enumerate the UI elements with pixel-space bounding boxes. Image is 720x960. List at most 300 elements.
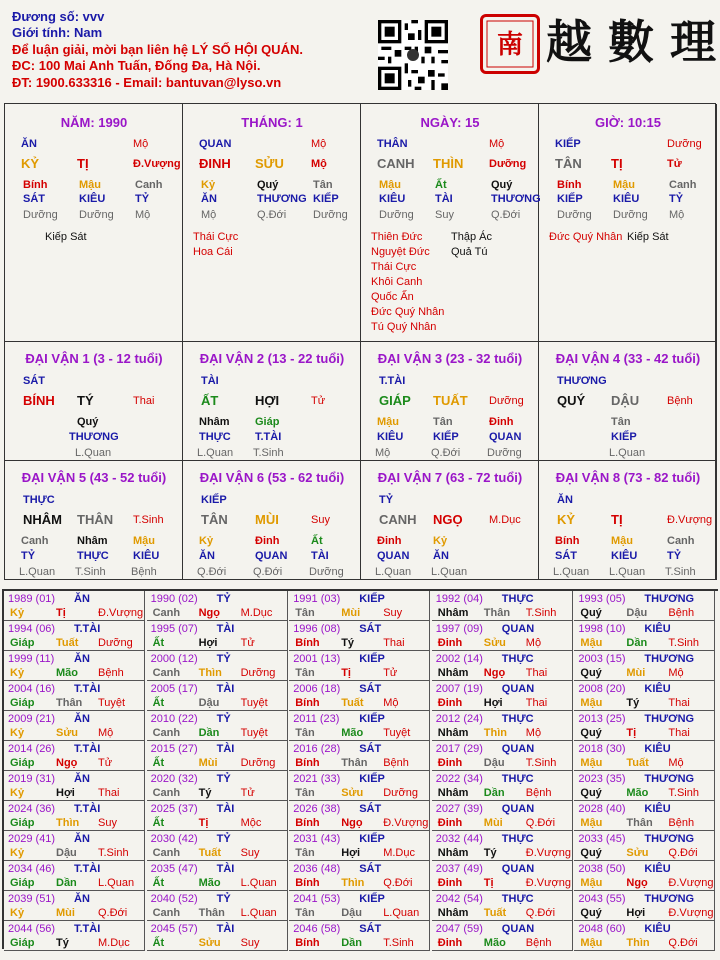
- spirit-star: Hoa Cái: [193, 246, 233, 258]
- pillar-star-phase: Mộ: [489, 138, 505, 150]
- annual-luck-cell[interactable]: [4, 921, 145, 951]
- year-god: TÀI: [216, 923, 235, 935]
- major-luck-title: ĐẠI VẬN 2 (13 - 22 tuổi): [199, 351, 345, 366]
- year-branch: Tý: [198, 787, 212, 799]
- life-stage: Dưỡng: [379, 209, 414, 221]
- annual-luck-cell[interactable]: [4, 591, 145, 621]
- annual-luck-cell[interactable]: [574, 651, 715, 681]
- year-god: THƯƠNG: [644, 653, 695, 665]
- year-stem: Giáp: [10, 817, 35, 829]
- year-stem: Quý: [580, 907, 602, 919]
- pillar-stem-branch: Tử: [667, 158, 682, 170]
- hidden-stem: Nhâm: [77, 535, 108, 547]
- hidden-stem: Ất: [435, 179, 447, 191]
- annual-luck-cell[interactable]: [147, 861, 288, 891]
- header: [12, 9, 303, 91]
- annual-luck-cell[interactable]: [432, 861, 573, 891]
- year-label: 2037 (49): [435, 863, 483, 875]
- life-stage: Suy: [435, 209, 454, 221]
- year-label: 2019 (31): [8, 773, 56, 785]
- year-phase: Tuyệt: [240, 727, 268, 739]
- ten-god: TỶ: [667, 550, 682, 562]
- year-label: 1997 (09): [435, 623, 483, 635]
- year-phase: Đ.Vượng: [525, 847, 571, 859]
- major-luck-phase: Thai: [133, 395, 155, 407]
- ten-god: THƯƠNG: [69, 431, 119, 443]
- year-branch: Mùi: [198, 757, 218, 769]
- annual-luck-cell[interactable]: [147, 771, 288, 801]
- life-stage: Dưỡng: [313, 209, 348, 221]
- annual-luck-cell[interactable]: [289, 651, 430, 681]
- major-luck-stem: BÍNH: [23, 393, 55, 408]
- annual-luck-cell[interactable]: [289, 591, 430, 621]
- pillar-stem-branch: Đ.Vượng: [133, 158, 181, 170]
- year-label: 1992 (04): [435, 593, 483, 605]
- year-god: KIẾP: [359, 653, 385, 665]
- life-stage: L.Quan: [19, 566, 56, 578]
- year-god: THỰC: [501, 653, 534, 665]
- pillar-star: THÂN: [377, 138, 408, 150]
- pillar-star-phase: Dưỡng: [667, 138, 702, 150]
- year-branch: Tị: [626, 727, 637, 739]
- spirit-star: Kiếp Sát: [45, 231, 87, 243]
- year-god: THƯƠNG: [644, 833, 695, 845]
- major-luck-stem: NHÂM: [23, 512, 62, 527]
- hidden-stem: Đinh: [377, 535, 402, 547]
- year-god: THỰC: [501, 893, 534, 905]
- annual-luck-cell[interactable]: [289, 801, 430, 831]
- hidden-stem: Mậu: [377, 416, 399, 428]
- year-stem: Đinh: [437, 937, 463, 949]
- year-branch: Tý: [483, 847, 497, 859]
- year-god: TÀI: [216, 803, 235, 815]
- annual-luck-cell[interactable]: [432, 921, 573, 951]
- major-luck-branch: TÝ: [77, 393, 94, 408]
- year-phase: Q.Đới: [668, 937, 698, 949]
- ten-god: ĂN: [201, 193, 217, 205]
- year-god: THỰC: [501, 833, 534, 845]
- annual-luck-cell[interactable]: [147, 831, 288, 861]
- annual-luck-cell[interactable]: [574, 771, 715, 801]
- annual-luck-cell[interactable]: [432, 651, 573, 681]
- ten-god: TỶ: [135, 193, 150, 205]
- year-stem: Canh: [152, 907, 181, 919]
- spirit-star: Tú Quý Nhân: [371, 321, 437, 333]
- year-god: QUAN: [501, 743, 535, 755]
- annual-luck-cell[interactable]: [289, 621, 430, 651]
- ten-god: TỶ: [21, 550, 36, 562]
- ten-god: THƯƠNG: [257, 193, 307, 205]
- year-stem: Kỷ: [10, 727, 25, 739]
- major-luck-branch: NGỌ: [433, 512, 463, 527]
- year-god: ĂN: [74, 713, 90, 725]
- year-phase: Tuyệt: [98, 697, 126, 709]
- major-luck-period: [183, 461, 361, 580]
- year-label: 2035 (47): [150, 863, 198, 875]
- annual-luck-cell[interactable]: [432, 681, 573, 711]
- year-stem: Quý: [580, 787, 602, 799]
- year-phase: T.Sinh: [383, 937, 414, 949]
- spirit-star: Đức Quý Nhân: [371, 306, 445, 318]
- annual-luck-cell[interactable]: [4, 621, 145, 651]
- spirit-star: Kiếp Sát: [627, 231, 669, 243]
- major-luck-title: ĐẠI VẬN 1 (3 - 12 tuổi): [25, 351, 163, 366]
- year-branch: Hợi: [483, 697, 503, 709]
- year-label: 2030 (42): [150, 833, 198, 845]
- ten-god: KIẾP: [611, 431, 637, 443]
- year-phase: Thai: [668, 697, 690, 709]
- annual-luck-cell[interactable]: [432, 801, 573, 831]
- year-phase: Suy: [240, 937, 260, 949]
- annual-luck-cell[interactable]: [4, 771, 145, 801]
- year-stem: Nhâm: [437, 907, 469, 919]
- year-stem: Đinh: [437, 877, 463, 889]
- hidden-stem: Quý: [491, 179, 513, 191]
- year-label: 2038 (50): [578, 863, 626, 875]
- year-god: KIÊU: [644, 683, 671, 695]
- ten-god: KIẾP: [433, 431, 459, 443]
- year-stem: Đinh: [437, 637, 463, 649]
- annual-luck-cell[interactable]: [432, 621, 573, 651]
- gender-line: Giới tính: Nam: [12, 25, 103, 41]
- life-stage: Mộ: [201, 209, 217, 221]
- year-god: QUAN: [501, 683, 535, 695]
- year-stem: Nhâm: [437, 847, 469, 859]
- year-stem: Ất: [152, 757, 165, 769]
- ten-god: KIÊU: [611, 550, 638, 562]
- life-stage: Mộ: [375, 447, 391, 459]
- ten-god: T.TÀI: [255, 431, 282, 443]
- annual-luck-cell[interactable]: [147, 921, 288, 951]
- year-branch: Ngọ: [198, 607, 220, 619]
- annual-luck-cell[interactable]: [4, 891, 145, 921]
- pillar-star-phase: Mộ: [311, 138, 327, 150]
- year-label: 2001 (13): [293, 653, 341, 665]
- year-phase: Mộ: [98, 727, 114, 739]
- year-god: T.TÀI: [74, 803, 101, 815]
- life-stage: Dưỡng: [79, 209, 114, 221]
- life-stage: Dưỡng: [23, 209, 58, 221]
- pillar-stem-branch: TỊ: [611, 156, 623, 171]
- pillar-stem-branch: THÌN: [433, 156, 464, 171]
- year-label: 2048 (60): [578, 923, 626, 935]
- annual-luck-cell[interactable]: [4, 831, 145, 861]
- year-branch: Mùi: [626, 667, 646, 679]
- year-phase: Mộ: [525, 637, 542, 649]
- ten-god: KIÊU: [79, 193, 106, 205]
- annual-luck-cell[interactable]: [289, 861, 430, 891]
- year-label: 2012 (24): [435, 713, 483, 725]
- year-phase: M.Dục: [98, 937, 130, 949]
- major-luck-star: ĂN: [557, 494, 573, 506]
- seal-stamp: [480, 14, 540, 74]
- year-god: T.TÀI: [74, 623, 101, 635]
- year-stem: Tân: [295, 847, 315, 859]
- year-god: THƯƠNG: [644, 773, 695, 785]
- year-branch: Thìn: [341, 877, 365, 889]
- year-phase: Mộ: [383, 697, 399, 709]
- hidden-stem: Quý: [257, 179, 279, 191]
- major-luck-stem: ẤT: [201, 393, 219, 408]
- major-luck-star: TÀI: [201, 375, 219, 387]
- year-label: 2028 (40): [578, 803, 626, 815]
- pillar-star: KIẾP: [555, 138, 581, 150]
- year-branch: Dậu: [626, 607, 648, 619]
- hidden-stem: Mậu: [79, 179, 101, 191]
- year-branch: Tuất: [198, 847, 221, 859]
- annual-luck-cell[interactable]: [574, 921, 715, 951]
- year-label: 1998 (10): [578, 623, 626, 635]
- ten-god: KIÊU: [613, 193, 640, 205]
- year-stem: Giáp: [10, 637, 35, 649]
- major-luck-branch: DẬU: [611, 393, 640, 408]
- year-stem: Giáp: [10, 937, 35, 949]
- major-luck-phase: T.Sinh: [133, 514, 164, 526]
- year-god: KIẾP: [359, 773, 385, 785]
- ten-god: SÁT: [555, 550, 577, 562]
- year-stem: Ất: [152, 937, 165, 949]
- year-label: 2008 (20): [578, 683, 626, 695]
- year-phase: T.Sinh: [525, 757, 557, 769]
- year-branch: Thân: [56, 697, 83, 709]
- annual-luck-cell[interactable]: [147, 621, 288, 651]
- annual-luck-cell[interactable]: [574, 621, 715, 651]
- year-stem: Kỷ: [10, 607, 25, 619]
- year-phase: Q.Đới: [668, 847, 698, 859]
- year-label: 2018 (30): [578, 743, 626, 755]
- year-stem: Canh: [152, 727, 181, 739]
- annual-luck-cell[interactable]: [289, 771, 430, 801]
- major-luck-title: ĐẠI VẬN 5 (43 - 52 tuổi): [21, 470, 167, 485]
- year-branch: Ngọ: [341, 817, 363, 829]
- year-branch: Dần: [56, 877, 77, 889]
- year-branch: Dậu: [198, 697, 220, 709]
- year-stem: Tân: [295, 727, 315, 739]
- life-stage: T.Sinh: [75, 566, 106, 578]
- life-stage: L.Quan: [609, 447, 646, 459]
- annual-luck-cell[interactable]: [432, 591, 573, 621]
- year-label: 2045 (57): [150, 923, 198, 935]
- major-luck-phase: M.Dục: [489, 514, 521, 526]
- annual-luck-cell[interactable]: [574, 861, 715, 891]
- life-stage: Dưỡng: [487, 447, 522, 459]
- year-branch: Tị: [483, 877, 494, 889]
- year-stem: Tân: [295, 667, 315, 679]
- year-phase: Đ.Vượng: [525, 877, 571, 889]
- annual-luck-cell[interactable]: [574, 801, 715, 831]
- year-phase: Suy: [383, 607, 403, 619]
- annual-luck-cell[interactable]: [574, 591, 715, 621]
- year-label: 2011 (23): [293, 713, 340, 725]
- annual-luck-cell[interactable]: [147, 801, 288, 831]
- annual-luck-cell[interactable]: [147, 591, 288, 621]
- year-branch: Sửu: [626, 847, 649, 859]
- year-label: 2013 (25): [578, 713, 626, 725]
- hidden-stem: Ất: [311, 535, 323, 547]
- year-stem: Canh: [152, 787, 181, 799]
- year-label: 2014 (26): [8, 743, 56, 755]
- year-label: 1996 (08): [293, 623, 341, 635]
- pillar-stem-branch: SỬU: [255, 156, 284, 171]
- year-stem: Quý: [580, 727, 602, 739]
- life-stage: L.Quan: [75, 447, 112, 459]
- annual-luck-cell[interactable]: [147, 891, 288, 921]
- annual-luck-cell[interactable]: [4, 801, 145, 831]
- annual-luck-cell[interactable]: [4, 711, 145, 741]
- year-label: 2025 (37): [150, 803, 198, 815]
- year-label: 2029 (41): [8, 833, 56, 845]
- life-stage: T.Sinh: [665, 566, 696, 578]
- annual-luck-cell[interactable]: [289, 681, 430, 711]
- year-stem: Tân: [295, 907, 315, 919]
- year-branch: Hợi: [198, 637, 218, 649]
- year-god: TỶ: [216, 833, 231, 845]
- year-branch: Mùi: [341, 607, 361, 619]
- year-label: 2036 (48): [293, 863, 341, 875]
- year-branch: Mão: [341, 727, 364, 739]
- hidden-stem: Kỷ: [433, 535, 448, 547]
- major-luck-period: [5, 461, 183, 580]
- year-stem: Nhâm: [437, 667, 469, 679]
- year-label: 2003 (15): [578, 653, 626, 665]
- year-phase: T.Sinh: [525, 607, 557, 619]
- year-label: 2010 (22): [150, 713, 198, 725]
- year-stem: Kỷ: [10, 667, 25, 679]
- ten-god: KIÊU: [379, 193, 406, 205]
- year-god: KIÊU: [644, 803, 671, 815]
- year-stem: Mậu: [580, 937, 603, 949]
- year-stem: Kỷ: [10, 907, 25, 919]
- year-branch: Dậu: [483, 757, 505, 769]
- life-stage: Mộ: [669, 209, 685, 221]
- year-stem: Đinh: [437, 817, 463, 829]
- year-stem: Ất: [152, 817, 165, 829]
- year-branch: Mùi: [483, 817, 503, 829]
- major-luck-branch: TUẤT: [433, 393, 468, 408]
- life-stage: Q.Đới: [431, 447, 461, 459]
- annual-luck-cell[interactable]: [289, 741, 430, 771]
- year-stem: Đinh: [437, 757, 463, 769]
- ten-god: KIẾP: [557, 193, 583, 205]
- year-god: TỶ: [216, 893, 231, 905]
- year-god: QUAN: [501, 623, 535, 635]
- year-phase: Q.Đới: [98, 907, 128, 919]
- year-stem: Ất: [152, 637, 165, 649]
- annual-luck-cell[interactable]: [4, 861, 145, 891]
- year-stem: Mậu: [580, 817, 603, 829]
- year-branch: Tị: [198, 817, 209, 829]
- major-luck-period: [539, 342, 717, 461]
- pillar-star: ĂN: [21, 138, 37, 150]
- year-god: SÁT: [359, 803, 382, 815]
- annual-luck-cell[interactable]: [432, 771, 573, 801]
- life-stage: L.Quan: [609, 566, 646, 578]
- year-god: TÀI: [216, 623, 235, 635]
- year-label: 2026 (38): [293, 803, 341, 815]
- year-label: 1994 (06): [8, 623, 56, 635]
- annual-luck-cell[interactable]: [574, 891, 715, 921]
- annual-luck-cell[interactable]: [574, 741, 715, 771]
- annual-luck-cell[interactable]: [432, 831, 573, 861]
- annual-luck-cell[interactable]: [574, 831, 715, 861]
- hidden-stem: Mậu: [133, 535, 155, 547]
- year-phase: Bệnh: [98, 667, 124, 679]
- annual-luck-cell[interactable]: [4, 681, 145, 711]
- year-god: TỶ: [216, 713, 231, 725]
- year-phase: Thai: [525, 697, 548, 709]
- year-stem: Mậu: [580, 697, 603, 709]
- annual-luck-cell[interactable]: [432, 711, 573, 741]
- annual-luck-cell[interactable]: [432, 891, 573, 921]
- annual-luck-cell[interactable]: [147, 741, 288, 771]
- year-phase: Đ.Vượng: [98, 607, 144, 619]
- spirit-star: Nguyệt Đức: [371, 246, 430, 258]
- major-luck-title: ĐẠI VẬN 4 (33 - 42 tuổi): [555, 351, 701, 366]
- annual-luck-cell[interactable]: [289, 711, 430, 741]
- year-phase: Mộ: [668, 667, 684, 679]
- year-label: 2034 (46): [8, 863, 56, 875]
- ten-god: KIÊU: [133, 550, 160, 562]
- year-phase: Bệnh: [525, 937, 552, 949]
- annual-luck-cell[interactable]: [432, 741, 573, 771]
- ten-god: ĂN: [199, 550, 215, 562]
- major-luck-branch: HỢI: [255, 393, 280, 408]
- hidden-stem: Bính: [555, 535, 580, 547]
- annual-luck-cell[interactable]: [4, 651, 145, 681]
- annual-luck-cell[interactable]: [574, 711, 715, 741]
- year-stem: Canh: [152, 607, 181, 619]
- annual-luck-cell[interactable]: [289, 831, 430, 861]
- year-label: 2044 (56): [8, 923, 56, 935]
- hidden-stem: Đinh: [255, 535, 280, 547]
- year-god: ĂN: [74, 833, 90, 845]
- ten-god: TỶ: [669, 193, 684, 205]
- year-stem: Mậu: [580, 877, 603, 889]
- annual-luck-cell[interactable]: [574, 681, 715, 711]
- pillar-stem-branch: Mộ: [311, 158, 327, 170]
- annual-luck-cell[interactable]: [147, 651, 288, 681]
- major-luck-star: THƯƠNG: [557, 375, 607, 387]
- year-stem: Bính: [295, 817, 320, 829]
- qr-code-icon[interactable]: [378, 20, 448, 90]
- annual-luck-cell[interactable]: [147, 681, 288, 711]
- annual-luck-cell[interactable]: [147, 711, 288, 741]
- year-stem: Tân: [295, 607, 315, 619]
- year-phase: T.Sinh: [668, 637, 699, 649]
- year-stem: Ất: [152, 697, 165, 709]
- logo: [478, 8, 718, 78]
- life-stage: Q.Đới: [197, 566, 227, 578]
- phone-email-line[interactable]: ĐT: 1900.633316 - Email: bantuvan@lyso.vn: [12, 74, 282, 90]
- major-luck-phase: Tử: [311, 395, 326, 407]
- year-god: T.TÀI: [74, 923, 101, 935]
- annual-luck-cell[interactable]: [4, 741, 145, 771]
- year-god: TÀI: [216, 683, 235, 695]
- year-label: 2032 (44): [435, 833, 483, 845]
- year-label: 2016 (28): [293, 743, 341, 755]
- year-god: QUAN: [501, 863, 535, 875]
- year-label: 2006 (18): [293, 683, 341, 695]
- year-branch: Thìn: [198, 667, 222, 679]
- annual-luck-cell[interactable]: [289, 891, 430, 921]
- year-phase: Thai: [668, 727, 690, 739]
- year-phase: Q.Đới: [383, 877, 413, 889]
- life-stage: T.Sinh: [253, 447, 284, 459]
- year-phase: Thai: [98, 787, 120, 799]
- year-phase: Tuyệt: [383, 727, 411, 739]
- annual-luck-cell[interactable]: [289, 921, 430, 951]
- year-branch: Thân: [341, 757, 368, 769]
